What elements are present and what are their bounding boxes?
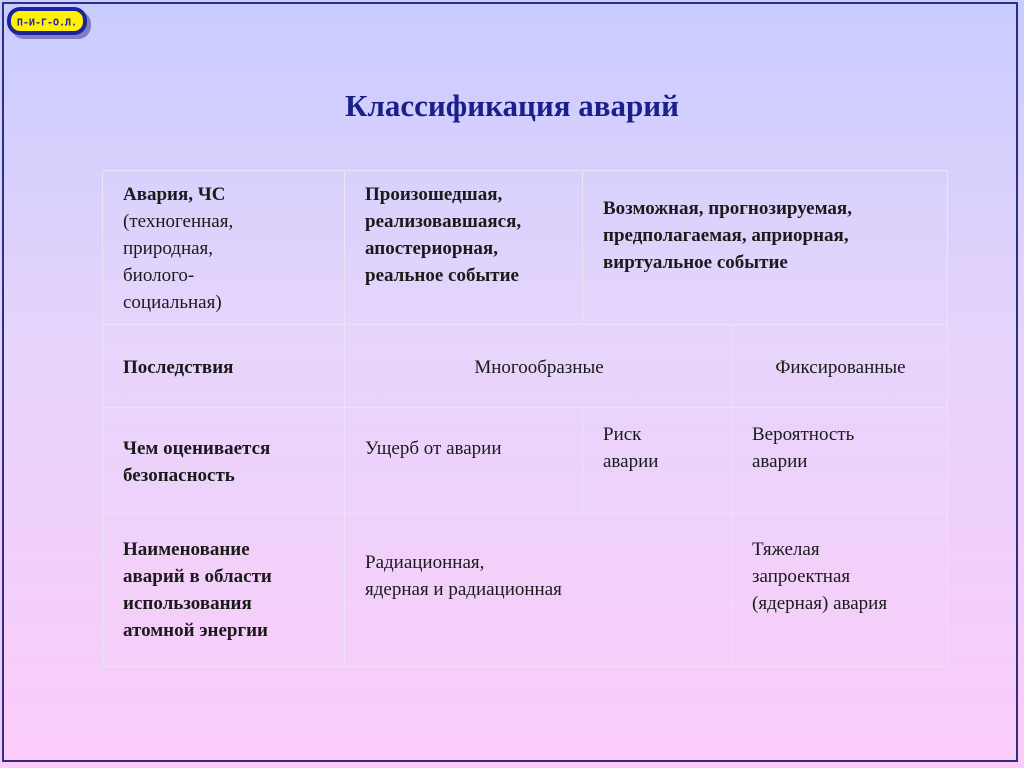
cell-safety-assessment bbox=[103, 408, 345, 514]
cell-text: безопасность bbox=[123, 464, 235, 486]
cell-text: аварии bbox=[603, 451, 659, 472]
cell-text: Возможная, прогнозируемая, bbox=[603, 198, 852, 219]
table-row bbox=[103, 514, 948, 667]
cell-accident-naming bbox=[103, 514, 345, 667]
cell-occurred bbox=[345, 171, 583, 325]
table-row bbox=[103, 325, 948, 408]
cell-text: виртуальное событие bbox=[603, 252, 788, 273]
cell-text: природная, bbox=[123, 238, 214, 259]
cell-radiation bbox=[345, 514, 732, 667]
cell-probability bbox=[732, 408, 948, 514]
cell-text: Риск bbox=[603, 424, 642, 445]
cell-text: предполагаемая, априорная, bbox=[603, 225, 849, 246]
cell-diverse: Многообразные bbox=[345, 325, 732, 408]
cell-text: апостериорная, bbox=[365, 238, 498, 259]
cell-text: биолого- bbox=[123, 265, 195, 286]
cell-text: (ядерная) авария bbox=[752, 593, 888, 614]
cell-text: аварии bbox=[752, 451, 808, 472]
cell-consequences: Последствия bbox=[103, 325, 345, 408]
cell-text: аварий в области bbox=[123, 566, 272, 587]
cell-accident-type bbox=[103, 171, 345, 325]
cell-text: использования bbox=[123, 593, 252, 614]
cell-text: (техногенная, bbox=[123, 211, 234, 232]
logo-icon bbox=[4, 4, 94, 40]
cell-text: Вероятность bbox=[752, 424, 855, 445]
cell-possible bbox=[583, 171, 948, 325]
classification-table bbox=[102, 170, 948, 667]
table-row bbox=[103, 408, 948, 514]
cell-risk bbox=[583, 408, 732, 514]
cell-text: атомной энергии bbox=[123, 620, 268, 641]
cell-text: ядерная и радиационная bbox=[365, 579, 562, 600]
cell-text: реальное событие bbox=[365, 265, 519, 286]
cell-text: Произошедшая, bbox=[365, 184, 503, 205]
cell-text: Наименование bbox=[123, 539, 250, 560]
cell-text: запроектная bbox=[752, 566, 851, 587]
table-row bbox=[103, 171, 948, 325]
cell-severe-accident bbox=[732, 514, 948, 667]
logo-text: П-И-Г-О.Л. bbox=[16, 17, 78, 29]
cell-text: Авария, ЧС bbox=[123, 184, 226, 205]
cell-text: социальная) bbox=[123, 292, 222, 313]
cell-text: Чем оценивается bbox=[123, 437, 271, 459]
cell-text: Радиационная, bbox=[365, 552, 485, 573]
cell-text: Тяжелая bbox=[752, 539, 820, 560]
page-title: Классификация аварий bbox=[345, 88, 679, 123]
cell-text: реализовавшаяся, bbox=[365, 211, 522, 232]
cell-fixed: Фиксированные bbox=[732, 325, 948, 408]
cell-damage: Ущерб от аварии bbox=[345, 408, 583, 514]
